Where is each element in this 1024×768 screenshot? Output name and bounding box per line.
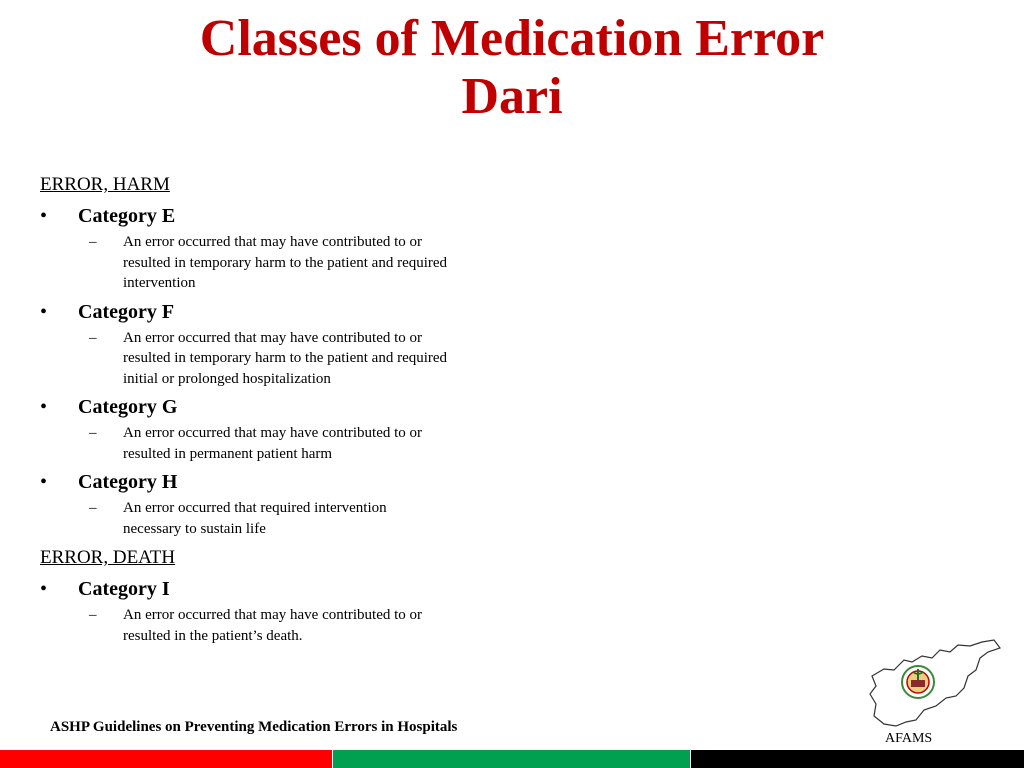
title-line-2: Dari [461,68,563,125]
section-heading-harm: ERROR, HARM [40,174,170,195]
category-name: Category H [78,471,178,493]
category-f [40,300,520,324]
slide-content [40,172,520,649]
description-line: An error occurred that required intervention [123,500,387,516]
flag-bar-red [0,750,332,768]
slide-title [0,10,1024,126]
dash: – [89,500,97,516]
description-line: An error occurred that may have contributed to or [123,425,423,441]
category-h-description [40,498,520,539]
footer-source: ASHP Guidelines on Preventing Medication Errors in Hospitals [50,719,458,735]
description-line: resulted in the patient’s death. [123,627,303,644]
category-e-description [40,232,520,294]
dash: – [89,234,97,250]
category-name: Category E [78,205,176,227]
dash: – [89,329,97,346]
category-name: Category I [78,578,170,600]
description-line: resulted in permanent patient harm [123,445,333,462]
flag-bar-green [333,750,690,768]
category-f-description [40,328,520,390]
category-h [40,470,520,494]
bullet: • [40,300,48,323]
flag-bar-black [691,750,1024,768]
section-heading-death: ERROR, DEATH [40,547,176,568]
description-line: initial or prolonged hospitalization [123,370,331,387]
category-g [40,395,520,419]
description-line: resulted in temporary harm to the patient and required [123,254,448,271]
title-line-1: Classes of Medication Error [199,10,825,67]
bullet: • [40,578,48,600]
category-g-description [40,423,520,464]
category-i [40,577,520,601]
category-name: Category F [78,300,175,323]
afghanistan-map-emblem-icon [866,636,1002,732]
dash: – [89,607,97,623]
category-e [40,204,520,228]
dash: – [89,425,97,441]
footer-org: AFAMS [885,731,933,746]
description-line: necessary to sustain life [123,520,266,537]
description-line: resulted in temporary harm to the patient and required [123,350,448,366]
category-name: Category G [78,396,178,418]
category-i-description [40,605,520,646]
description-line: intervention [123,275,196,291]
bullet: • [40,471,48,493]
description-line: An error occurred that may have contributed to or [123,234,423,250]
description-line: An error occurred that may have contributed to or [123,329,423,346]
bullet: • [40,205,48,227]
bullet: • [40,396,48,418]
description-line: An error occurred that may have contributed to or [123,607,423,623]
